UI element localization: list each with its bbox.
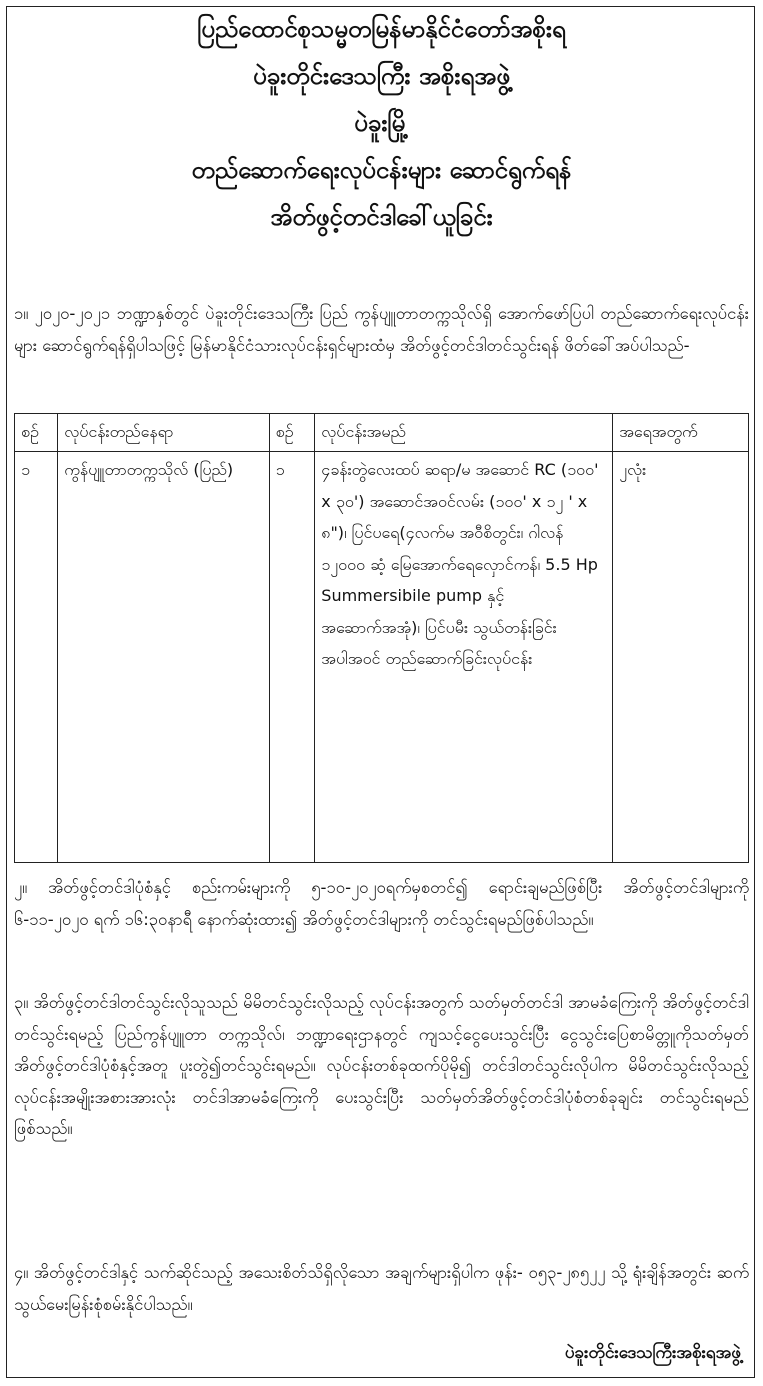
- header-government: ပြည်ထောင်စုသမ္မတမြန်မာနိုင်ငံတော်အစိုးရ: [197, 15, 566, 43]
- cell-no-2: ၁: [269, 452, 315, 863]
- table-row: [15, 452, 749, 863]
- header-subject: တည်ဆောက်ရေးလုပ်ငန်းများ ဆောင်ရွက်ရန်: [191, 156, 572, 184]
- cell-site: ကွန်ပျူတာတက္ကသိုလ် (ပြည်): [58, 452, 269, 863]
- header-work-name: လုပ်ငန်းအမည်: [315, 414, 613, 452]
- paragraph-guarantee: ၃။ အိတ်ဖွင့်တင်ဒါတင်သွင်းလိုသူသည် မိမိတင်သွင်းလိုသည့် လုပ်ငန်းအတွက် သတ်မှတ်တင်ဒါ အာမခံကြေးကို အိတ်ဖွင့်တင်ဒါတင်သွင်းရမည့် ပြည်ကွန်ပျူတာ တက္ကသိုလ်၊ ဘဏ္ဍာရေးဌာနတွင် ကျသင့်ငွေပေးသွင်းပြီး ငွေသွင်းပြေစာမိတ္တူကိုသတ်မှတ်အိတ်ဖွင့်တင်ဒါပုံစံနှင့်အတူ ပူးတွဲ၍တင်သွင်းရမည်။ လုပ်ငန်းတစ်ခုထက်ပိုမို၍ တင်ဒါတင်သွင်းလိုပါက မိမိတင်သွင်းလိုသည့် လုပ်ငန်းအမျိုးအစားအားလုံး တင်ဒါအာမခံကြေးကို ပေးသွင်းပြီး သတ်မှတ်အိတ်ဖွင့်တင်ဒါပုံစံတစ်ခုချင်း တင်သွင်းရမည်ဖြစ်သည်။: [14, 993, 749, 1138]
- header-quantity: အရေအတွက်: [613, 414, 749, 452]
- header-no: စဉ်: [15, 414, 58, 452]
- notice-header: [14, 6, 749, 241]
- paragraph-contact: ၄။ အိတ်ဖွင့်တင်ဒါနှင့် သက်ဆိုင်သည့် အသေးစိတ်သိရှိလိုသော အချက်များရှိပါက ဖုန်း- ၀၅၃-၂၈၅၂၂ သို့ ရုံးချိန်အတွင်း ဆက်သွယ်မေးမြန်းစုံစမ်းနိုင်ပါသည်။: [14, 1263, 749, 1314]
- header-city: ပဲခူးမြို့: [354, 109, 409, 137]
- intro-paragraph: ၁။ ၂၀၂၀-၂၀၂၁ ဘဏ္ဍာနှစ်တွင် ပဲခူးတိုင်းဒေသကြီး ပြည် ကွန်ပျူတာတက္ကသိုလ်ရှိ အောက်ဖော်ပြပါ တည်ဆောက်ရေးလုပ်ငန်းများ ဆောင်ရွက်ရန်ရှိပါသဖြင့် မြန်မာနိုင်ငံသားလုပ်ငန်းရှင်များထံမှ အိတ်ဖွင့်တင်ဒါတင်သွင်းရန် ဖိတ်ခေါ်အပ်ပါသည်-: [14, 304, 749, 355]
- works-table: [14, 413, 749, 863]
- paragraph-sale-dates: ၂။ အိတ်ဖွင့်တင်ဒါပုံစံနှင့် စည်းကမ်းများကို ၅-၁၀-၂၀၂၀ရက်မှစတင်၍ ရောင်းချမည်ဖြစ်ပြီး အိတ်ဖွင့်တင်ဒါများကို ၆-၁၁-၂၀၂၀ ရက် ၁၆:၃၀နာရီ နောက်ဆုံးထား၍ အိတ်ဖွင့်တင်ဒါများကို တင်သွင်းရမည်ဖြစ်ပါသည်။: [14, 878, 749, 929]
- header-region-government: ပဲခူးတိုင်းဒေသကြီး အစိုးရအဖွဲ့: [253, 62, 510, 90]
- header-site: လုပ်ငန်းတည်နေရာ: [58, 414, 269, 452]
- table-header-row: [15, 414, 749, 452]
- cell-no: ၁: [15, 452, 58, 863]
- header-no-2: စဉ်: [269, 414, 315, 452]
- cell-quantity: ၂လုံး: [613, 452, 749, 863]
- header-title: အိတ်ဖွင့်တင်ဒါခေါ်ယူခြင်း: [270, 203, 493, 231]
- cell-work-name: ၄ခန်းတွဲလေးထပ် ဆရာ/မ အဆောင် RC (၁၀၀' x ၃၀') အဆောင်အဝင်လမ်း (၁၀၀' x ၁၂ ' x ၈")၊ ပြင်ပရေ(၄လက်မ အဝီစိတွင်း၊ ဂါလန် ၁၂၀၀၀ ဆံ့ မြေအောက်ရေလှောင်ကန်၊ 5.5 Hp Summersibile pump နှင့် အဆောက်အအုံ)၊ ပြင်ပမီး သွယ်တန်းခြင်း အပါအဝင် တည်ဆောက်ခြင်းလုပ်ငန်း: [315, 452, 613, 863]
- issuer-signature: ပဲခူးတိုင်းဒေသကြီးအစိုးရအဖွဲ့: [564, 1343, 741, 1363]
